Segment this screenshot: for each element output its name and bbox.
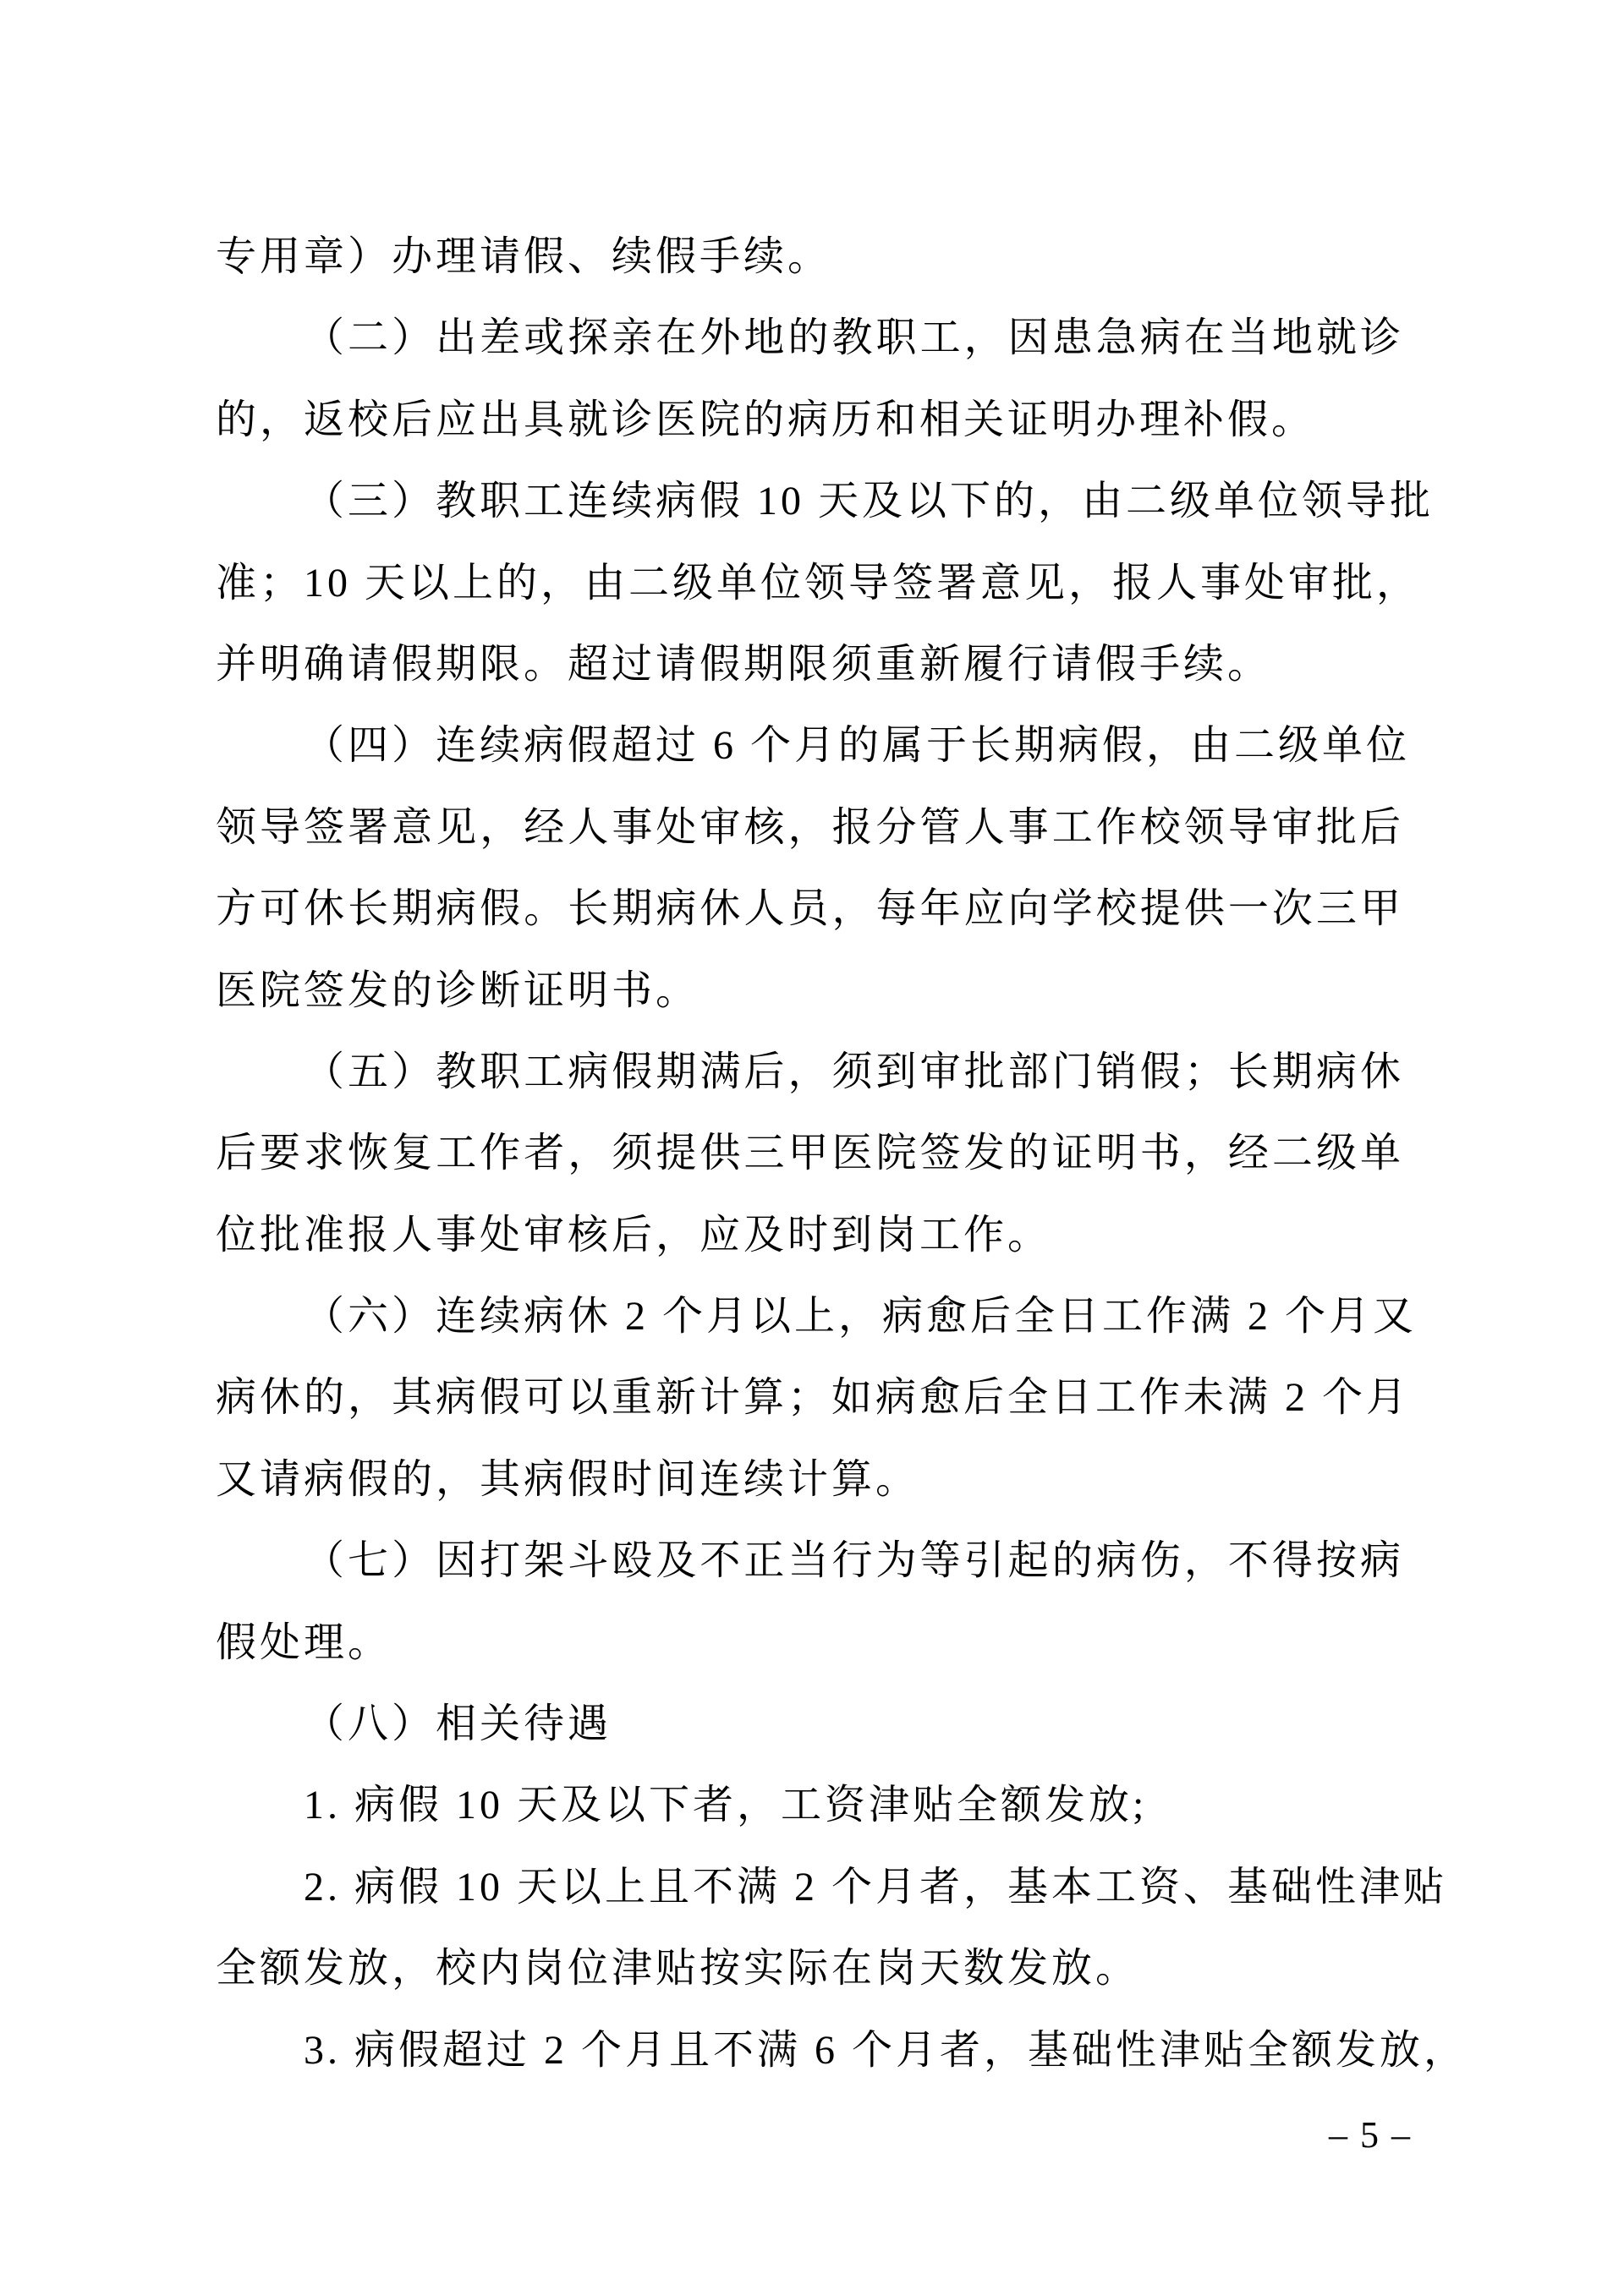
text-line: 后要求恢复工作者，须提供三甲医院签发的证明书，经二级单	[216, 1131, 1404, 1176]
text-line: 3. 病假超过 2 个月且不满 6 个月者，基础性津贴全额发放，	[304, 2027, 1468, 2073]
text-line: 准；10 天以上的，由二级单位领导签署意见，报人事处审批，	[216, 560, 1421, 606]
text-line: （六）连续病休 2 个月以上，病愈后全日工作满 2 个月又	[304, 1294, 1418, 1340]
text-line: 1. 病假 10 天及以下者，工资津贴全额发放;	[304, 1783, 1148, 1828]
text-line: （八）相关待遇	[304, 1701, 612, 1747]
text-line: 假处理。	[216, 1619, 392, 1665]
text-line: 全额发放，校内岗位津贴按实际在岗天数发放。	[216, 1946, 1140, 1992]
text-line: （五）教职工病假期满后，须到审批部门销假；长期病休	[304, 1049, 1404, 1094]
text-line: 并明确请假期限。超过请假期限须重新履行请假手续。	[216, 641, 1272, 687]
text-line: （二）出差或探亲在外地的教职工，因患急病在当地就诊	[304, 315, 1404, 361]
text-line: （三）教职工连续病假 10 天及以下的，由二级单位领导批	[304, 479, 1435, 524]
text-line: 又请病假的，其病假时间连续计算。	[216, 1456, 920, 1502]
text-line: 病休的，其病假可以重新计算；如病愈后全日工作未满 2 个月	[216, 1375, 1411, 1421]
text-line: 领导签署意见，经人事处审核，报分管人事工作校领导审批后	[216, 804, 1404, 850]
text-line: 医院签发的诊断证明书。	[216, 967, 700, 1013]
text-line: 2. 病假 10 天以上且不满 2 个月者，基本工资、基础性津贴	[304, 1864, 1448, 1910]
text-line: 方可休长期病假。长期病休人员，每年应向学校提供一次三甲	[216, 886, 1404, 932]
text-line: （四）连续病假超过 6 个月的属于长期病假，由二级单位	[304, 723, 1411, 769]
text-line: （七）因打架斗殴及不正当行为等引起的病伤，不得按病	[304, 1538, 1404, 1584]
text-line: 专用章）办理请假、续假手续。	[216, 234, 832, 279]
page-number: – 5 –	[1329, 2114, 1412, 2156]
document-body	[216, 216, 1468, 2091]
text-line: 的，返校后应出具就诊医院的病历和相关证明办理补假。	[216, 397, 1316, 442]
text-line: 位批准报人事处审核后，应及时到岗工作。	[216, 1212, 1052, 1258]
